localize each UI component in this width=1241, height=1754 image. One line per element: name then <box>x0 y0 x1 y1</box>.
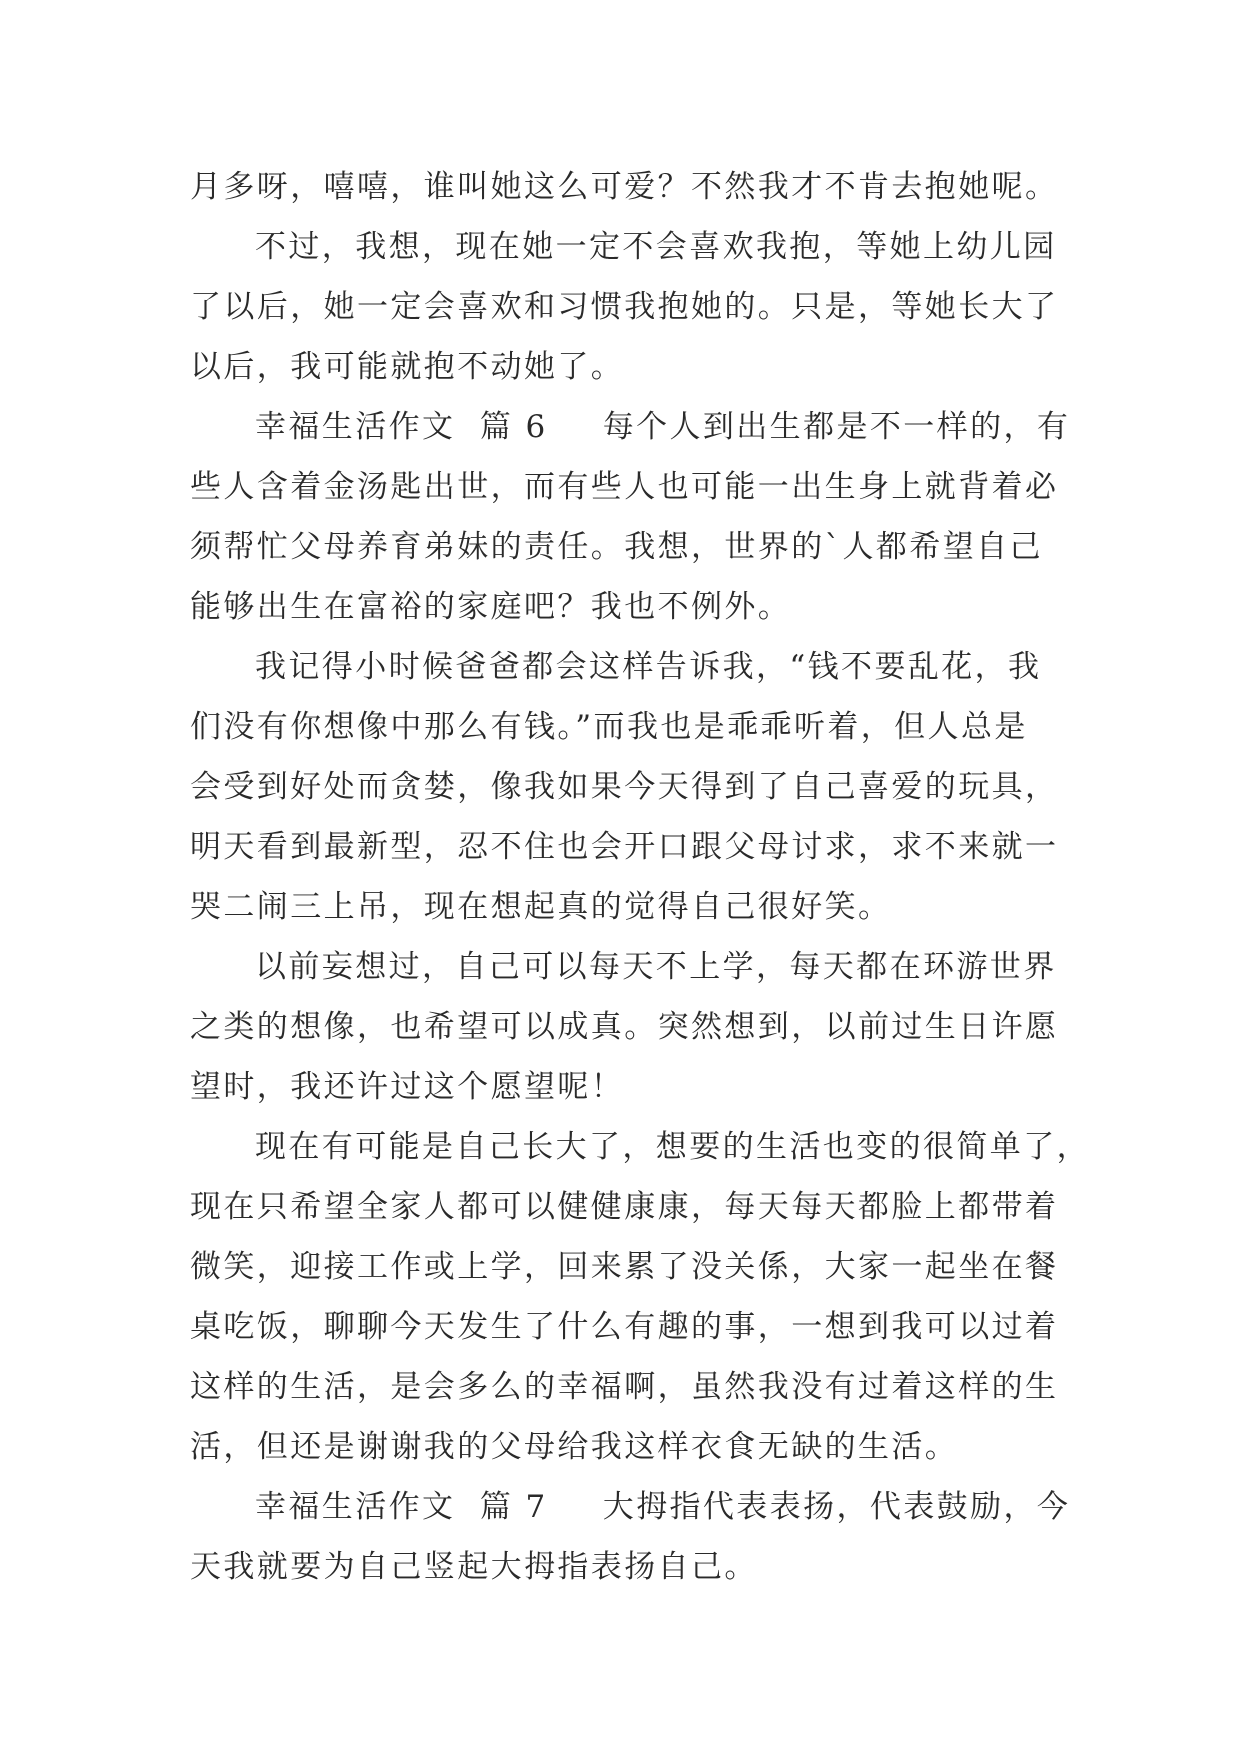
text-line: 须帮忙父母养育弟妹的责任。我想，世界的`人都希望自己 <box>190 529 1043 565</box>
text-line: 会受到好处而贪婪，像我如果今天得到了自己喜爱的玩具， <box>190 769 1059 805</box>
text-line: 我记得小时候爸爸都会这样告诉我，“钱不要乱花，我 <box>255 649 1042 685</box>
text-line: 哭二闹三上吊，现在想起真的觉得自己很好笑。 <box>190 889 892 925</box>
text-line: 了以后，她一定会喜欢和习惯我抱她的。只是，等她长大了 <box>190 289 1059 325</box>
section-heading: 幸福生活作文 篇 6 <box>255 409 548 445</box>
text-line: 月多呀，嘻嘻，谁叫她这么可爱？不然我才不肯去抱她呢。 <box>190 169 1059 205</box>
text-line: 些人含着金汤匙出世，而有些人也可能一出生身上就背着必 <box>190 469 1059 505</box>
text-line: 之类的想像，也希望可以成真。突然想到，以前过生日许愿 <box>190 1009 1059 1045</box>
text-line: 桌吃饭，聊聊今天发生了什么有趣的事，一想到我可以过着 <box>190 1309 1059 1345</box>
text-line: 明天看到最新型，忍不住也会开口跟父母讨求，求不来就一 <box>190 829 1059 865</box>
text-segment: 大拇指代表表扬，代表鼓励，今 <box>602 1489 1071 1525</box>
text-line: 以后，我可能就抱不动她了。 <box>190 349 625 385</box>
text-line: 们没有你想像中那么有钱。”而我也是乖乖听着，但人总是 <box>190 709 1028 745</box>
text-line: 微笑，迎接工作或上学，回来累了没关係，大家一起坐在餐 <box>190 1249 1059 1285</box>
document-body <box>190 157 1090 1597</box>
text-line: 望时，我还许过这个愿望呢！ <box>190 1069 625 1105</box>
text-line: 现在有可能是自己长大了，想要的生活也变的很简单了， <box>255 1129 1090 1165</box>
text-line: 现在只希望全家人都可以健健康康，每天每天都脸上都带着 <box>190 1189 1059 1225</box>
section-heading-line <box>190 397 1071 457</box>
section-heading: 幸福生活作文 篇 7 <box>255 1489 548 1525</box>
text-line: 以前妄想过，自己可以每天不上学，每天都在环游世界 <box>255 949 1057 985</box>
text-line: 这样的生活，是会多么的幸福啊，虽然我没有过着这样的生 <box>190 1369 1059 1405</box>
text-line: 能够出生在富裕的家庭吧？我也不例外。 <box>190 589 792 625</box>
text-segment: 每个人到出生都是不一样的，有 <box>602 409 1071 445</box>
text-line: 不过，我想，现在她一定不会喜欢我抱，等她上幼儿园 <box>255 229 1057 265</box>
text-line: 天我就要为自己竖起大拇指表扬自己。 <box>190 1549 758 1585</box>
section-heading-line <box>190 1477 1071 1537</box>
text-line: 活，但还是谢谢我的父母给我这样衣食无缺的生活。 <box>190 1429 959 1465</box>
